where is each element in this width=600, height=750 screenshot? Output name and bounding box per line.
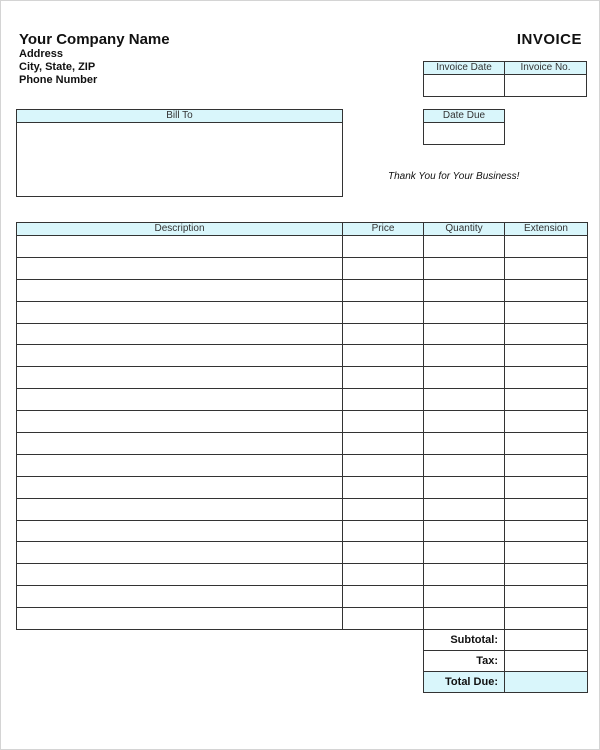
- price-cell[interactable]: [343, 367, 424, 389]
- description-cell[interactable]: [17, 564, 343, 586]
- invoice-meta-box: [423, 61, 587, 97]
- description-cell[interactable]: [17, 454, 343, 476]
- extension-cell[interactable]: [505, 367, 588, 389]
- company-name: Your Company Name: [19, 31, 170, 48]
- quantity-cell[interactable]: [424, 411, 505, 433]
- bill-to-box: [16, 109, 343, 197]
- bill-to-field[interactable]: [17, 123, 342, 196]
- quantity-cell[interactable]: [424, 301, 505, 323]
- quantity-cell[interactable]: [424, 279, 505, 301]
- extension-cell[interactable]: [505, 433, 588, 455]
- invoice-date-field[interactable]: [424, 75, 505, 96]
- line-item-row: [17, 564, 588, 586]
- thank-you-message: Thank You for Your Business!: [388, 171, 520, 182]
- quantity-cell[interactable]: [424, 520, 505, 542]
- invoice-number-label: Invoice No.: [505, 62, 586, 75]
- extension-cell[interactable]: [505, 586, 588, 608]
- extension-cell[interactable]: [505, 301, 588, 323]
- quantity-cell[interactable]: [424, 345, 505, 367]
- subtotal-label: Subtotal:: [424, 630, 505, 651]
- line-item-row: [17, 301, 588, 323]
- price-cell[interactable]: [343, 411, 424, 433]
- price-cell[interactable]: [343, 323, 424, 345]
- line-item-row: [17, 608, 588, 630]
- description-cell[interactable]: [17, 257, 343, 279]
- price-cell[interactable]: [343, 498, 424, 520]
- subtotal-row: [424, 630, 588, 651]
- total-due-value[interactable]: [505, 672, 588, 693]
- quantity-cell[interactable]: [424, 367, 505, 389]
- description-cell[interactable]: [17, 389, 343, 411]
- description-cell[interactable]: [17, 345, 343, 367]
- price-cell[interactable]: [343, 476, 424, 498]
- tax-value[interactable]: [505, 651, 588, 672]
- column-header-quantity: Quantity: [424, 223, 505, 236]
- column-header-extension: Extension: [505, 223, 588, 236]
- extension-cell[interactable]: [505, 323, 588, 345]
- extension-cell[interactable]: [505, 257, 588, 279]
- line-item-row: [17, 323, 588, 345]
- line-items-table: [16, 222, 588, 630]
- extension-cell[interactable]: [505, 542, 588, 564]
- extension-cell[interactable]: [505, 608, 588, 630]
- extension-cell[interactable]: [505, 454, 588, 476]
- description-cell[interactable]: [17, 520, 343, 542]
- description-cell[interactable]: [17, 323, 343, 345]
- extension-cell[interactable]: [505, 279, 588, 301]
- date-due-label: Date Due: [424, 110, 504, 123]
- date-due-field[interactable]: [424, 123, 504, 144]
- date-due-box: [423, 109, 505, 145]
- extension-cell[interactable]: [505, 389, 588, 411]
- line-item-row: [17, 520, 588, 542]
- extension-cell[interactable]: [505, 498, 588, 520]
- description-cell[interactable]: [17, 411, 343, 433]
- quantity-cell[interactable]: [424, 542, 505, 564]
- price-cell[interactable]: [343, 257, 424, 279]
- price-cell[interactable]: [343, 454, 424, 476]
- price-cell[interactable]: [343, 542, 424, 564]
- quantity-cell[interactable]: [424, 236, 505, 258]
- quantity-cell[interactable]: [424, 257, 505, 279]
- company-address: Address: [19, 48, 64, 60]
- tax-label: Tax:: [424, 651, 505, 672]
- line-item-row: [17, 586, 588, 608]
- extension-cell[interactable]: [505, 345, 588, 367]
- quantity-cell[interactable]: [424, 608, 505, 630]
- invoice-number-field[interactable]: [505, 75, 586, 96]
- extension-cell[interactable]: [505, 476, 588, 498]
- price-cell[interactable]: [343, 389, 424, 411]
- total-due-row: [424, 672, 588, 693]
- description-cell[interactable]: [17, 301, 343, 323]
- description-cell[interactable]: [17, 367, 343, 389]
- price-cell[interactable]: [343, 520, 424, 542]
- description-cell[interactable]: [17, 542, 343, 564]
- price-cell[interactable]: [343, 236, 424, 258]
- price-cell[interactable]: [343, 301, 424, 323]
- quantity-cell[interactable]: [424, 586, 505, 608]
- line-item-row: [17, 476, 588, 498]
- company-phone: Phone Number: [19, 74, 98, 86]
- subtotal-value[interactable]: [505, 630, 588, 651]
- description-cell[interactable]: [17, 586, 343, 608]
- price-cell[interactable]: [343, 586, 424, 608]
- tax-row: [424, 651, 588, 672]
- description-cell[interactable]: [17, 476, 343, 498]
- description-cell[interactable]: [17, 608, 343, 630]
- description-cell[interactable]: [17, 433, 343, 455]
- line-item-row: [17, 411, 588, 433]
- quantity-cell[interactable]: [424, 433, 505, 455]
- extension-cell[interactable]: [505, 411, 588, 433]
- quantity-cell[interactable]: [424, 323, 505, 345]
- line-items-header: [17, 223, 588, 236]
- total-due-label: Total Due:: [424, 672, 505, 693]
- quantity-cell[interactable]: [424, 389, 505, 411]
- invoice-date-label: Invoice Date: [424, 62, 505, 75]
- quantity-cell[interactable]: [424, 476, 505, 498]
- line-item-row: [17, 279, 588, 301]
- price-cell[interactable]: [343, 279, 424, 301]
- line-item-row: [17, 236, 588, 258]
- line-item-row: [17, 345, 588, 367]
- extension-cell[interactable]: [505, 236, 588, 258]
- line-item-row: [17, 433, 588, 455]
- extension-cell[interactable]: [505, 564, 588, 586]
- quantity-cell[interactable]: [424, 498, 505, 520]
- line-item-row: [17, 367, 588, 389]
- line-item-row: [17, 454, 588, 476]
- invoice-title: INVOICE: [516, 31, 582, 48]
- price-cell[interactable]: [343, 433, 424, 455]
- description-cell[interactable]: [17, 236, 343, 258]
- price-cell[interactable]: [343, 608, 424, 630]
- line-item-row: [17, 389, 588, 411]
- company-city-state-zip: City, State, ZIP: [19, 61, 96, 73]
- quantity-cell[interactable]: [424, 454, 505, 476]
- price-cell[interactable]: [343, 345, 424, 367]
- quantity-cell[interactable]: [424, 564, 505, 586]
- description-cell[interactable]: [17, 279, 343, 301]
- price-cell[interactable]: [343, 564, 424, 586]
- totals-table: [423, 629, 588, 693]
- line-item-row: [17, 542, 588, 564]
- extension-cell[interactable]: [505, 520, 588, 542]
- line-item-row: [17, 257, 588, 279]
- bill-to-label: Bill To: [17, 110, 342, 123]
- description-cell[interactable]: [17, 498, 343, 520]
- column-header-description: Description: [17, 223, 343, 236]
- column-header-price: Price: [343, 223, 424, 236]
- line-item-row: [17, 498, 588, 520]
